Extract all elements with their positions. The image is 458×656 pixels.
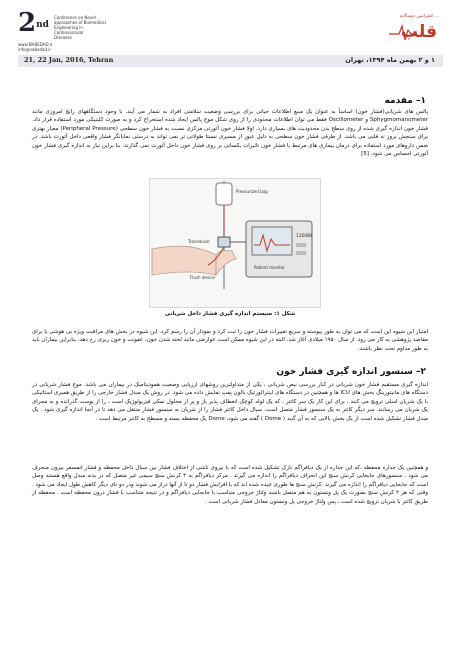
conference-title-line: Conference on Novel: [54, 15, 96, 20]
monitor-button: [296, 243, 306, 247]
monitor-button: [296, 251, 306, 255]
intro-paragraph: پالس های شریانی(فشار خون) اساساً به عنوان یک منبع اطلاعات حیاتی برای بررسی وضعیت سلامتی افراد به شمار می آیند. با وجود دستگاههای رایج امروزی مانند Sphygmomanometer و Oscillometer فقط می توان اطلاعات محدودی را از روی شکل موج پالس ایجاد شده استخراج کرد و به صورت کلینیکی مورد استفاده قرار داد. فشار خون اندازه گیری شده از روی سطح بدن محدودیت های بسیاری دارد. اولا فشار خون آئورتی مرکزی نسبت به فشار خون سطحی (Peripheral Pressure) معیار بهتری برای سنجش بروز نه قلبی می باشد. از طرفی فشار خون سطحی به دلیل عبور از مسیری نسبتا طولانی تر نمی تواند به درستی نمایانگر فشار واقعی داخل آئورت باشد. در ضمن داروهای مورد استفاده برای درمان بیماری های مرتبط با فشار خون تاثیرات یکسانی بر روی فشار خون داخل آئورت نمی گذارند. بنا براین نیاز به اندازه گیری فشار خون آئورتی احساس می شود. [5]: [32, 109, 428, 158]
figure-caption: شکل ۱: سیستم اندازه گیری فشار داخل شریانی: [164, 311, 296, 317]
figure-illustration: [150, 179, 320, 307]
intro-paragraph-2: امتیاز این شیوه این است که می توان به طور پیوسته و سریع تغییرات فشار خون را ثبت کرد و نمودار آن را رسم کرد. این شیوه در بخش های مراقبت ویژه بی هوشی یا برای مقاصد پژوهشی به کار می رود. از سال ۱۹۵۰ میلادی آغاز شد. البته در این شیوه ممکن است عوارضی مانند لخته شدن خون، عفونت و خون ریزی رخ دهد، بنابراین بیماران باید به طور مداوم تحت نظر باشند.: [32, 329, 428, 352]
date-band: [18, 55, 443, 67]
sensor-paragraph-2: و همچنین یک جداره محفظه ،که این جداره از یک دیافراگم نازک تشکیل شده است که با نیروی ناشی از اختلاف فشار بین سیال داخل محفظه و فشار اتمسفر بیرون منحرف می شود . سنسورهای جابجایی کرنش سنج این انحراف دیافراگم را اندازه می گیرند . مرکز دیافراگم به ۴ کرنش سنج سیمی غیر متصل که در بدنه مبدل واقع هستند وصل است که جابجایی دیافراگم را اندازه می گیرند .کرنش سنج ها طوری چیده شده اند که با افزایش فشار دو تا از آنها دراز می شوند ودر دو تای دیگر کاهش طول ایجاد می شود . وقتی که هر ۴ کرنش سنج بصورت یک پل وتستون به هم متصل باشند ولتاژ خروجی متناسب با جابجایی دیافراگم و در نتیجه متناسب با فشار درون محفظه است . محفظه از طریق کاتتر با شریان ترویج شده است ، پس ولتاژ خروجی پل وتستون معادل فشار شریانی است .: [32, 465, 428, 505]
conference-title-line: approaches of Biomedical: [54, 20, 106, 25]
monitor-label: Patient monitor: [254, 265, 285, 270]
conference-title-line: Diseases: [54, 35, 72, 40]
conference-number-digit: 2: [18, 8, 37, 38]
conference-number-suffix: nd: [36, 20, 49, 30]
conference-email[interactable]: info@nabedad.ir: [18, 47, 52, 52]
date-english: 21, 22 Jan, 2016, Tehran: [24, 56, 114, 64]
conference-logo-icon: [383, 10, 441, 44]
logo-top-text: کنفرانس دوسالانه ...: [399, 14, 439, 19]
conference-title-line: Engineering in Cardiovascular: [54, 25, 84, 35]
date-persian: ۱ و ۲ بهمن ماه ۱۳۹۴، تهران: [345, 56, 435, 64]
figure-pressure-system: [149, 178, 321, 308]
logo-text: قلب: [400, 22, 437, 42]
bag-label: Pressurized bag: [236, 189, 268, 194]
conference-website[interactable]: www.NABEDAD.ir: [18, 42, 53, 47]
pressurized-bag-icon: [216, 183, 232, 205]
section-heading-introduction: ۱– مقدمه: [384, 96, 426, 106]
bp-readout: 120/80: [296, 234, 312, 239]
transducer-label: Transducer: [188, 239, 210, 244]
transducer-icon: [218, 237, 230, 247]
conference-title: [54, 15, 112, 40]
patient-arm: [152, 246, 216, 275]
section-heading-sensor: ۲– سنسور اندازه گیری فشار خون: [276, 367, 426, 377]
sensor-paragraph: اندازه گیری مستقیم فشار خون شریانی در کنار بررسی نبض شریانی ، یکی از متداولترین روشهای ارزیابی وضعیت همودینامیک در بیماران می باشد. موج فشار شریانی در دستگاه های مانیتورینگ بخش های ICU ها و همچنین در دستگاه های اینترالورتیک بالون پمپ نمایش داده می شود. در روش یک مبدل فشار خارجی را از طریق همبری استاتیکی با یک شریان اسلی ترویج می کنند ، برای این کار یک سر کاتتر ، که یک لوله کوچک انعطاف پذیر باز و پر از محلول نمکی فیزیولوژیک است ، را از پوست گذرانده و به مجرای یک شریان می رسانند. سر دیگر کاتتر به یک سنسور فشار متصل است. سیال داخل کاتتر فشار را از شریان به سنسور فشار منتقل می دهد تا در آنجا اندازه گیری شود . یک مبدل فشار تشکیل شده است از یک بخش بالایی که به آن گنبد ( Dome ) گفته می شود، Dome یک محفظه بسته و مسطح به کاتتر مرتبط است .: [32, 382, 428, 422]
flush-label: Flush device: [190, 275, 215, 280]
conference-number: [18, 10, 49, 36]
conference-header: [18, 10, 443, 50]
conference-contact: [18, 42, 53, 52]
